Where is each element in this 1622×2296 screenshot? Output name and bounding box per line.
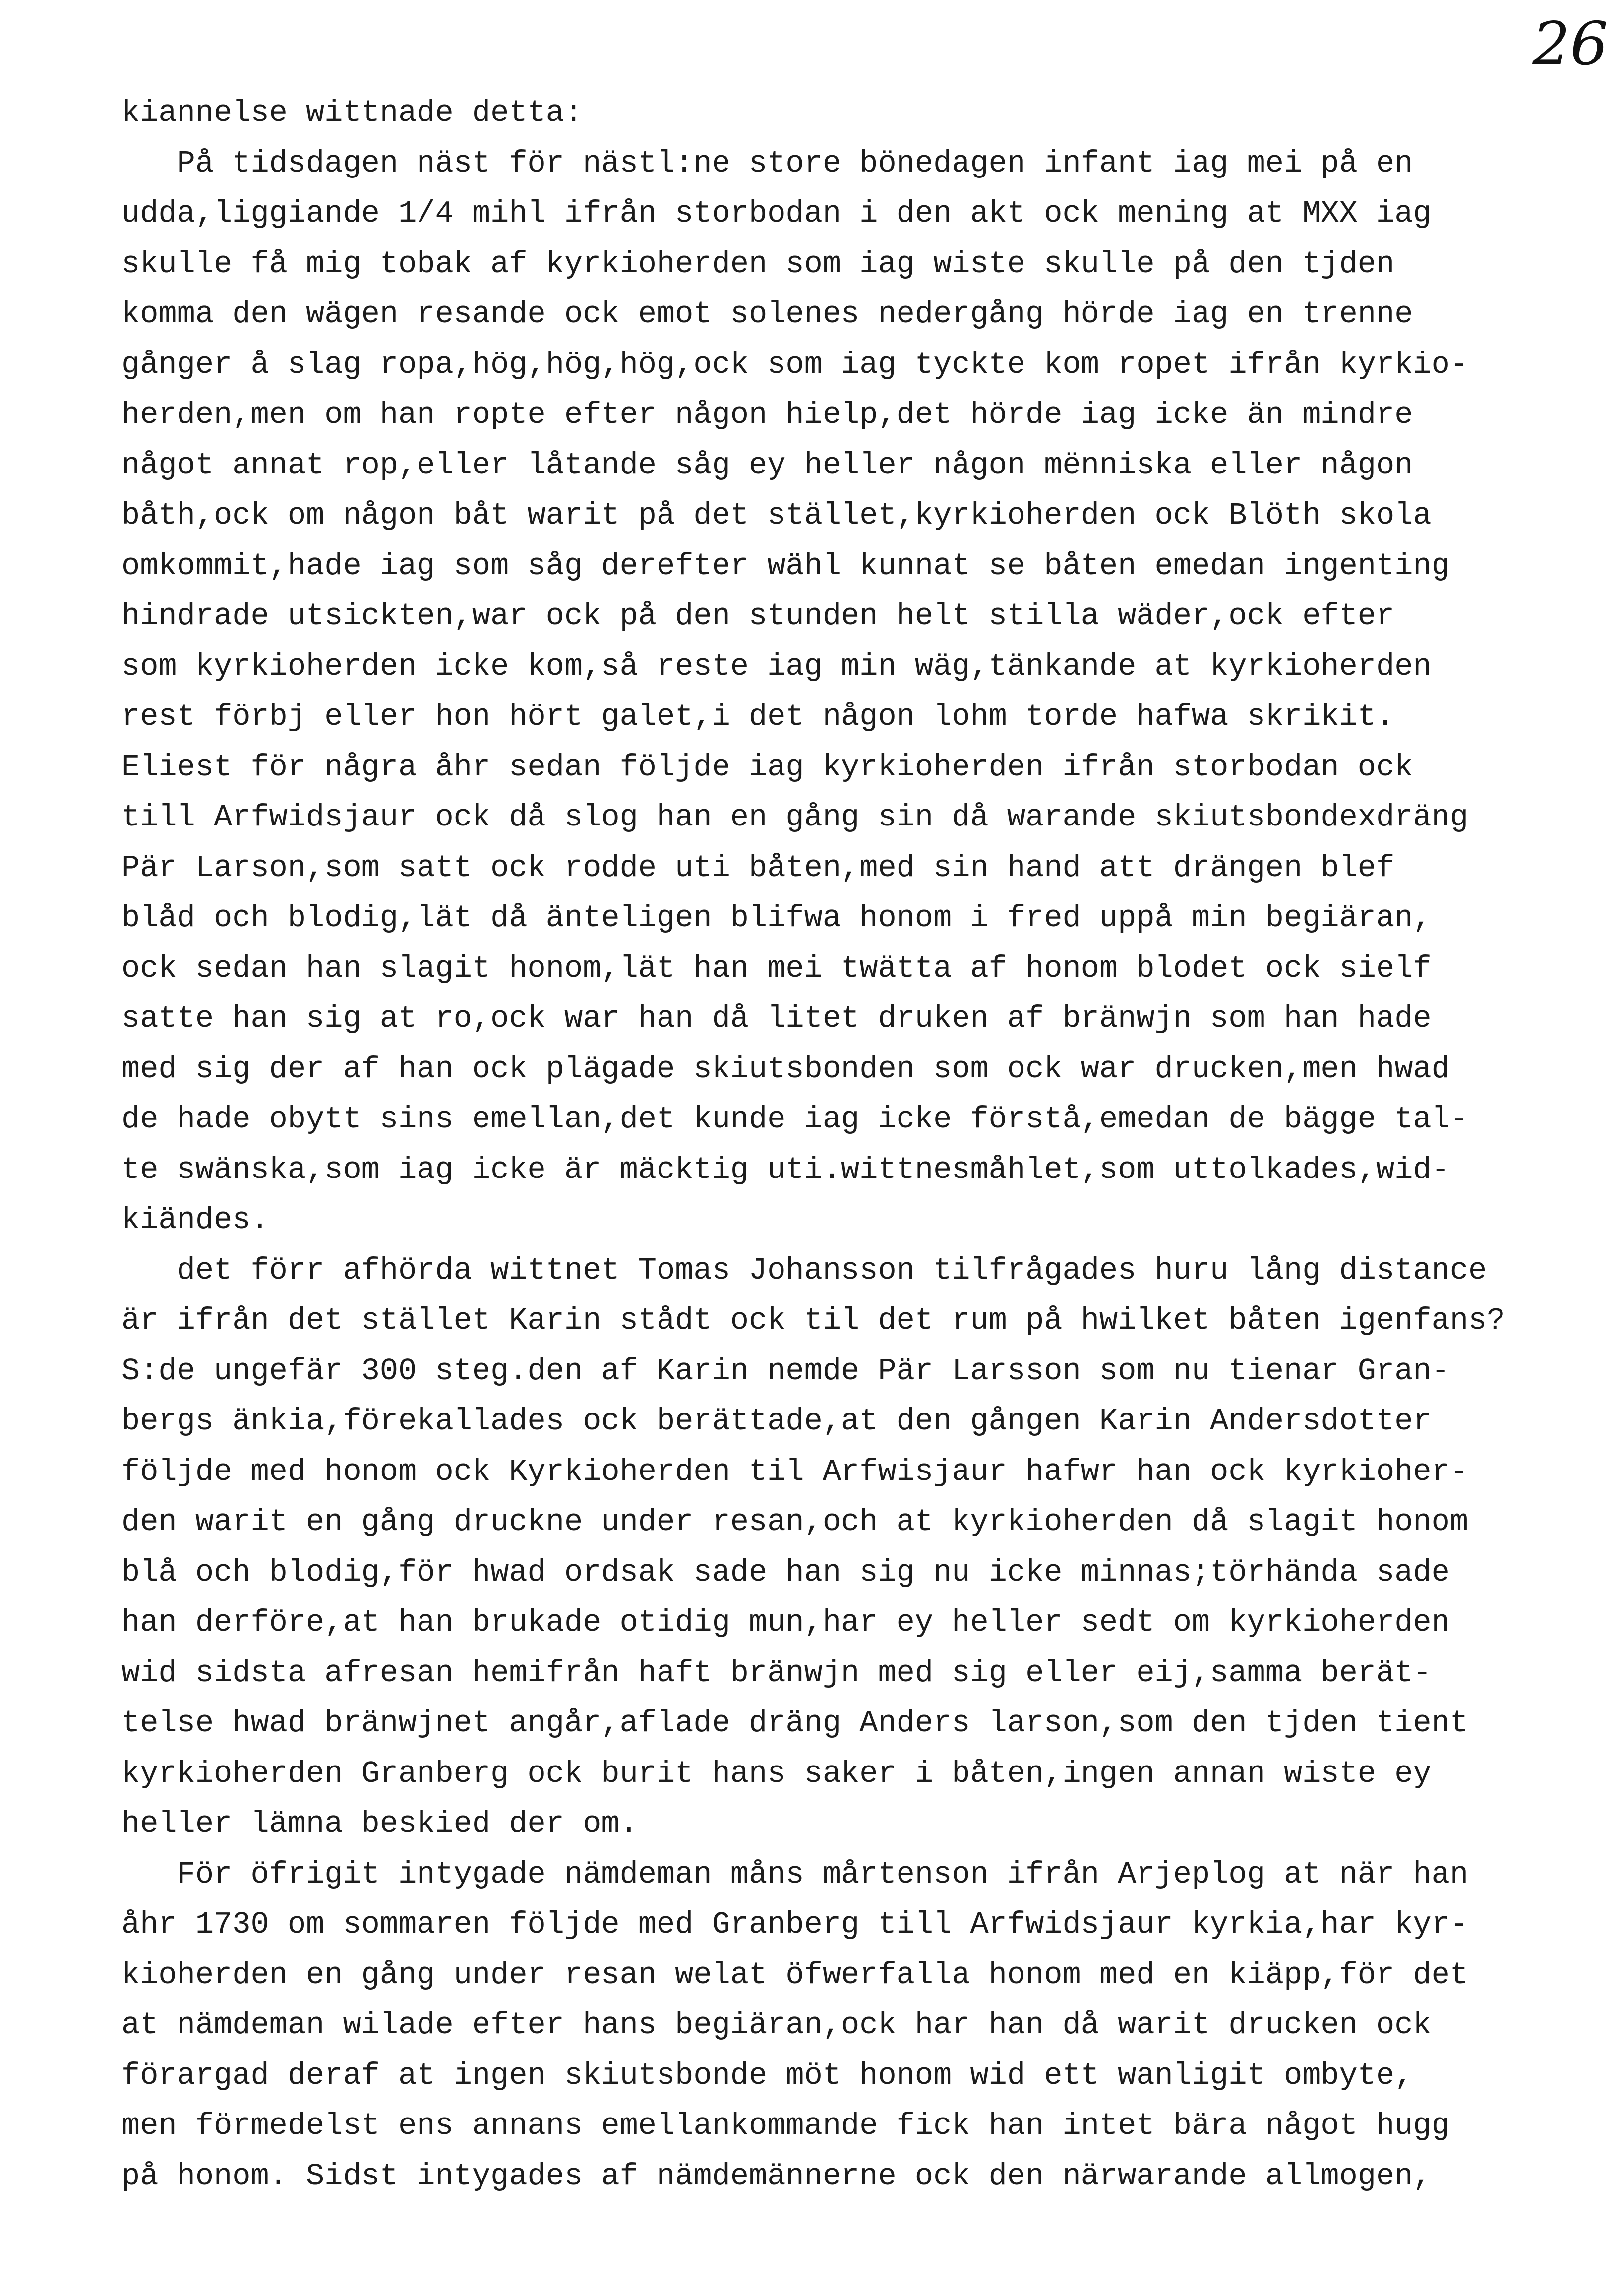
text-line: på honom. Sidst intygades af nämdemännerne ock den närwarande allmogen,	[121, 2158, 1432, 2194]
text-line: de hade obytt sins emellan,det kunde iag icke förstå,emedan de bägge tal-	[121, 1102, 1469, 1137]
document-text-body	[121, 88, 1609, 2201]
text-line: följde med honom ock Kyrkioherden til Arfwisjaur hafwr han ock kyrkioher-	[121, 1454, 1469, 1489]
text-line: blåd och blodig,lät då änteligen blifwa honom i fred uppå min begiäran,	[121, 900, 1432, 936]
text-line: komma den wägen resande ock emot solenes nedergång hörde iag en trenne	[121, 296, 1413, 332]
text-line: till Arfwidsjaur ock då slog han en gång sin då warande skiutsbondexdräng	[121, 800, 1469, 835]
text-line: kioherden en gång under resan welat öfwerfalla honom med en kiäpp,för det	[121, 1957, 1469, 1993]
text-line: heller lämna beskied der om.	[121, 1806, 638, 1841]
text-line: med sig der af han ock plägade skiutsbonden som ock war drucken,men hwad	[121, 1051, 1450, 1087]
text-line: som kyrkioherden icke kom,så reste iag min wäg,tänkande at kyrkioherden	[121, 648, 1432, 684]
text-line: båth,ock om någon båt warit på det stället,kyrkioherden ock Blöth skola	[121, 498, 1432, 533]
text-line: hindrade utsickten,war ock på den stunden helt stilla wäder,ock efter	[121, 598, 1395, 634]
text-line: wid sidsta afresan hemifrån haft bränwjn med sig eller eij,samma berät-	[121, 1655, 1432, 1691]
text-line: gånger å slag ropa,hög,hög,hög,ock som iag tyckte kom ropet ifrån kyrkio-	[121, 347, 1469, 382]
text-line: åhr 1730 om sommaren följde med Granberg till Arfwidsjaur kyrkia,har kyr-	[121, 1907, 1469, 1942]
text-line: bergs änkia,förekallades ock berättade,at den gången Karin Andersdotter	[121, 1404, 1432, 1439]
text-line: kiannelse wittnade detta:	[121, 95, 583, 130]
text-line: det förr afhörda wittnet Tomas Johansson tilfrågades huru lång distance	[121, 1252, 1487, 1288]
text-line: te swänska,som iag icke är mäcktig uti.wittnesmåhlet,som uttolkades,wid-	[121, 1152, 1450, 1187]
text-line: men förmedelst ens annans emellankommande fick han intet bära något hugg	[121, 2108, 1450, 2143]
text-line: förargad deraf at ingen skiutsbonde möt honom wid ett wanligit ombyte,	[121, 2058, 1413, 2093]
text-line: satte han sig at ro,ock war han då litet druken af bränwjn som han hade	[121, 1001, 1432, 1036]
text-line: den warit en gång druckne under resan,och at kyrkioherden då slagit honom	[121, 1504, 1469, 1539]
text-line: kyrkioherden Granberg ock burit hans saker i båten,ingen annan wiste ey	[121, 1756, 1432, 1791]
text-line: För öfrigit intygade nämdeman måns mårtenson ifrån Arjeplog at när han	[121, 1856, 1469, 1892]
text-line: något annat rop,eller låtande såg ey heller någon mënniska eller någon	[121, 447, 1413, 483]
text-line: ock sedan han slagit honom,lät han mei twätta af honom blodet ock sielf	[121, 950, 1432, 986]
text-line: herden,men om han ropte efter någon hielp,det hörde iag icke än mindre	[121, 397, 1413, 432]
text-line: udda,liggiande 1/4 mihl ifrån storbodan i den akt ock mening at MXX iag	[121, 196, 1432, 231]
text-line: är ifrån det stället Karin stådt ock til det rum på hwilket båten igenfans?	[121, 1303, 1505, 1338]
text-line: rest förbj eller hon hört galet,i det någon lohm torde hafwa skrikit.	[121, 699, 1395, 734]
text-line: omkommit,hade iag som såg derefter wähl kunnat se båten emedan ingenting	[121, 548, 1450, 584]
text-line: Pär Larson,som satt ock rodde uti båten,med sin hand att drängen blef	[121, 850, 1395, 885]
text-line: skulle få mig tobak af kyrkioherden som iag wiste skulle på den tjden	[121, 246, 1395, 282]
text-line: han derföre,at han brukade otidig mun,har ey heller sedt om kyrkioherden	[121, 1605, 1450, 1640]
text-line: S:de ungefär 300 steg.den af Karin nemde Pär Larsson som nu tienar Gran-	[121, 1353, 1450, 1389]
page-number: 26	[1532, 10, 1608, 79]
text-line: kiändes.	[121, 1202, 269, 1237]
text-line: blå och blodig,för hwad ordsak sade han sig nu icke minnas;törhända sade	[121, 1554, 1450, 1590]
text-line: På tidsdagen näst för nästl:ne store bönedagen infant iag mei på en	[121, 145, 1413, 181]
text-line: telse hwad bränwjnet angår,aflade dräng Anders larson,som den tjden tient	[121, 1706, 1469, 1741]
text-line: at nämdeman wilade efter hans begiäran,ock har han då warit drucken ock	[121, 2007, 1432, 2043]
text-line: Eliest för några åhr sedan följde iag kyrkioherden ifrån storbodan ock	[121, 749, 1413, 785]
